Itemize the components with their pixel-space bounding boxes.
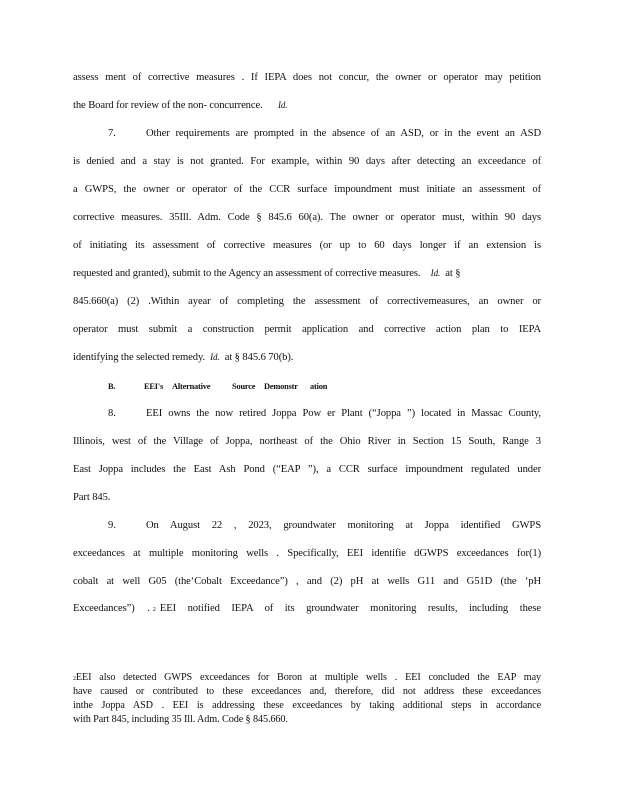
heading-part-3: Source [232,382,256,391]
paragraph-number-8: 8. [108,408,116,419]
body-line-9: 845.660(a) (2) .Within ayear of completing the assessment of correctivemeasures, an owner or [73,296,541,307]
body-line-13: Illinois, west of the Village of Joppa, northeast of the Ohio River in Section 15 South, Range 3 [73,436,541,447]
body-line-5: a GWPS, the owner or operator of the CCR surface impoundment must initiate an assessment of [73,184,541,195]
footnote-line-3: inthe Joppa ASD . EEI is addressing these exceedances by taking additional steps in accordance [73,700,541,711]
body-line-12: EEI owns the now retired Joppa Pow er Plant (“Joppa ”) located in Massac County, [146,408,541,419]
body-line-11-tail: at § 845.6 70(b). [224,352,294,363]
body-line-8 [73,268,541,279]
heading-letter: B. [108,382,116,391]
body-line-7: of initiating its assessment of corrective measures (or up to 60 days longer if an extension is [73,240,541,251]
body-line-15: Part 845. [73,492,111,503]
heading-part-5: ation [310,382,328,391]
body-line-19-text: Exceedances”) . [73,603,150,614]
citation-id: Id. [277,100,288,110]
body-line-19-tail: EEI notified IEPA of its groundwater monitoring results, including these [159,603,541,614]
body-line-8-text: requested and granted), submit to the Agency an assessment of corrective measures. [73,268,421,279]
footnote-line-1-text: EEI also detected GWPS exceedances for Boron at multiple wells . EEI concluded the EAP may [75,672,541,683]
body-line-1: assess ment of corrective measures . If IEPA does not concur, the owner or operator may petition [73,72,541,83]
heading-part-1: EEI's [144,382,164,391]
body-line-19: Exceedances”) . 2 EEI notified IEPA of its groundwater monitoring results, including these [73,603,541,614]
body-line-17: exceedances at multiple monitoring wells . Specifically, EEI identifie dGWPS exceedances for(1) [73,548,541,559]
body-line-8-tail: at § [445,268,461,279]
body-line-11-text: identifying the selected remedy. [73,352,206,363]
body-line-10: operator must submit a construction permit application and corrective action plan to IEPA [73,324,541,335]
body-line-2-text: the Board for review of the non- concurrence. [73,100,263,111]
paragraph-number-7: 7. [108,128,116,139]
citation-id: Id. [430,268,441,278]
body-line-2 [73,100,541,111]
footnote-line-4: with Part 845, including 35 Ill. Adm. Code § 845.660. [73,714,288,725]
body-line-4: is denied and a stay is not granted. For example, within 90 days after detecting an exceedance of [73,156,541,167]
body-line-18: cobalt at well G05 (the‘Cobalt Exceedance”) , and (2) pH at wells G11 and G51D (the ‘pH [73,576,541,587]
footnote-line-2: have caused or contributed to these exceedances and, therefore, did not address these exceedances [73,686,541,697]
body-line-16: On August 22 , 2023, groundwater monitoring at Joppa identified GWPS [146,520,541,531]
heading-part-4: Demonstr [264,382,298,391]
body-line-6: corrective measures. 35Ill. Adm. Code § 845.6 60(a). The owner or operator must, within 90 days [73,212,541,223]
paragraph-number-9: 9. [108,520,116,531]
body-line-11 [73,352,541,363]
section-heading-b [108,382,327,391]
citation-id: Id. [210,352,220,362]
heading-part-2: Alternative [172,382,211,391]
body-line-3: Other requirements are prompted in the absence of an ASD, or in the event an ASD [146,128,541,139]
body-line-14: East Joppa includes the East Ash Pond (“EAP ”), a CCR surface impoundment regulated under [73,464,541,475]
footnote-line-1: 2 EEI also detected GWPS exceedances for Boron at multiple wells . EEI concluded the EAP may [73,672,541,683]
